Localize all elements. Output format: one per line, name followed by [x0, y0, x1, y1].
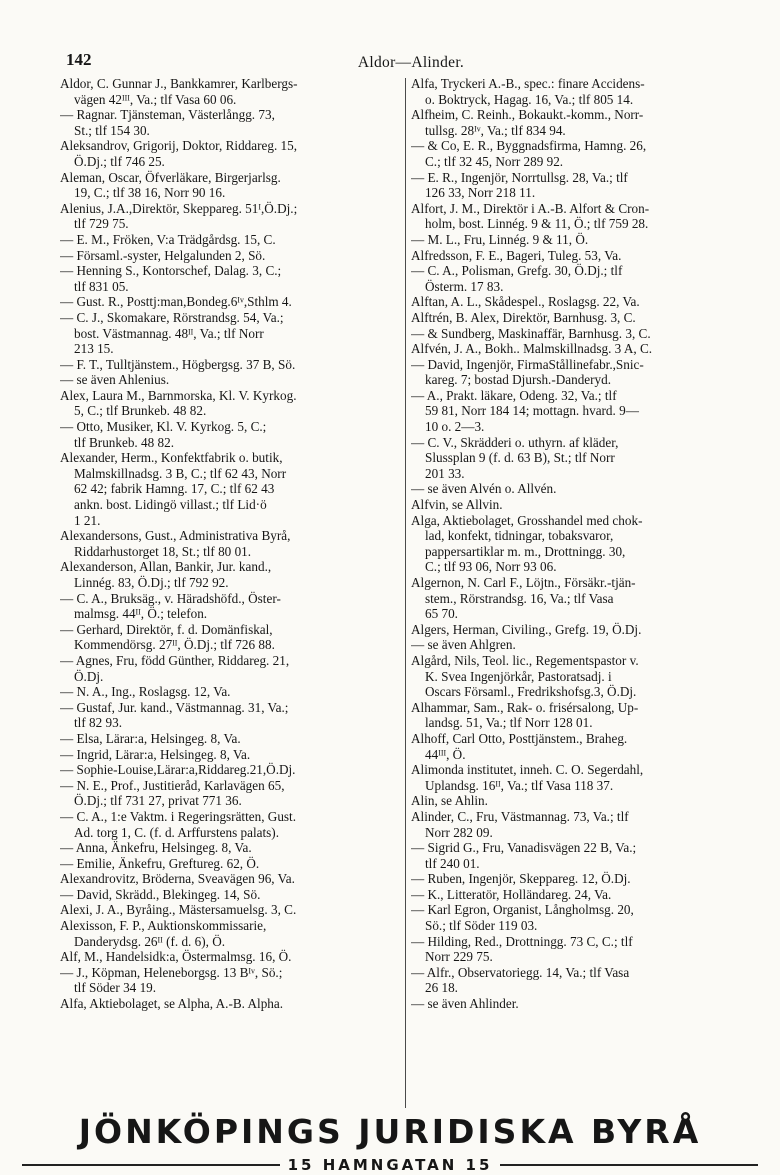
left-column	[60, 76, 402, 1012]
entry-line: Alftrén, B. Alex, Direktör, Barnhusg. 3, C.	[411, 309, 636, 325]
entry-line: Alex, Laura M., Barnmorska, Kl. V. Kyrkog.	[60, 387, 297, 403]
entry-line: Alfa, Aktiebolaget, se Alpha, A.-B. Alpha.	[60, 996, 284, 1012]
entry-line: Alfvén, J. A., Bokh.. Malmskillnadsg. 3 A, C.	[411, 341, 653, 357]
entry-continuation-line: landsg. 51, Va.; tlf Norr 128 01.	[425, 715, 593, 731]
entry-line: — Karl Egron, Organist, Långholmsg. 20,	[411, 902, 634, 918]
entry-line: — C. A., Bruksäg., v. Häradshöfd., Öster-	[60, 590, 281, 606]
entry-continuation-line: Ö.Dj.; tlf 746 25.	[74, 153, 165, 169]
entry-line: — M. L., Fru, Linnég. 9 & 11, Ö.	[411, 231, 589, 247]
entry-line: Alfvin, se Allvin.	[411, 497, 503, 513]
entry-line: — Ingrid, Lärar:a, Helsingeg. 8, Va.	[60, 746, 251, 762]
entry-line: Alexandrovitz, Bröderna, Sveavägen 96, Va.	[60, 871, 295, 887]
entry-continuation-line: 26 18.	[425, 980, 458, 996]
entry-continuation-line: Sö.; tlf Söder 119 03.	[425, 918, 538, 934]
entry-line: — & Sundberg, Maskinaffär, Barnhusg. 3, C.	[411, 325, 651, 341]
entry-line: Alexandersons, Gust., Administrativa Byrå,	[60, 528, 291, 544]
entry-continuation-line: Oscars Församl., Fredrikshofsg.3, Ö.Dj.	[425, 684, 637, 700]
entry-continuation-line: 59 81, Norr 184 14; mottagn. hvard. 9—	[425, 403, 639, 419]
entry-line: — se även Ahlenius.	[60, 372, 170, 388]
entry-continuation-line: stem., Rörstrandsg. 16, Va.; tlf Vasa	[425, 590, 614, 606]
entry-line: Alexander, Herm., Konfektfabrik o. butik,	[60, 450, 283, 466]
entry-line: — Församl.-syster, Helgalunden 2, Sö.	[60, 247, 266, 263]
entry-continuation-line: 10 o. 2—3.	[425, 419, 485, 435]
entry-continuation-line: lad, konfekt, tidningar, tobaksvaror,	[425, 528, 614, 544]
entry-continuation-line: C.; tlf 32 45, Norr 289 92.	[425, 153, 564, 169]
entry-line: — Gustaf, Jur. kand., Västmannag. 31, Va.;	[60, 699, 289, 715]
entry-line: — se även Alvén o. Allvén.	[411, 481, 557, 497]
entry-line: — C. V., Skrädderi o. uthyrn. af kläder,	[411, 434, 619, 450]
entry-line: Alga, Aktiebolaget, Grosshandel med chok-	[411, 512, 643, 528]
entry-line: Alinder, C., Fru, Västmannag. 73, Va.; tlf	[411, 808, 629, 824]
entry-line: — Otto, Musiker, Kl. V. Kyrkog. 5, C.;	[60, 419, 267, 435]
entry-continuation-line: Linnég. 83, Ö.Dj.; tlf 792 92.	[74, 575, 229, 590]
right-column	[411, 76, 763, 1012]
entry-continuation-line: C.; tlf 93 06, Norr 93 06.	[425, 559, 557, 575]
entry-line: — Agnes, Fru, född Günther, Riddareg. 21,	[60, 652, 290, 668]
entry-line: — E. M., Fröken, V:a Trädgårdsg. 15, C.	[60, 231, 276, 247]
entry-line: Alimonda institutet, inneh. C. O. Segerdahl,	[411, 762, 644, 778]
entry-line: — Ruben, Ingenjör, Skeppareg. 12, Ö.Dj.	[411, 871, 631, 887]
entry-continuation-line: Ad. torg 1, C. (f. d. Arffurstens palats).	[74, 824, 279, 840]
entry-line: Aldor, C. Gunnar J., Bankkamrer, Karlbergs-	[60, 76, 298, 91]
footer-address-row	[22, 1156, 758, 1174]
entry-line: Algård, Nils, Teol. lic., Regementspastor v.	[411, 652, 639, 668]
entry-line: Alfort, J. M., Direktör i A.-B. Alfort & Cron-	[411, 200, 650, 216]
entry-line: Algers, Herman, Civiling., Grefg. 19, Ö.Dj.	[411, 621, 642, 637]
column-divider	[405, 78, 406, 1108]
running-head: Aldor—Alinder.	[357, 54, 465, 71]
entry-line: — N. A., Ing., Roslagsg. 12, Va.	[60, 684, 231, 700]
advertisement-footer	[22, 1112, 758, 1174]
entry-continuation-line: o. Boktryck, Hagag. 16, Va.; tlf 805 14.	[425, 91, 634, 107]
entry-line: — K., Litteratör, Holländareg. 24, Va.	[411, 886, 612, 902]
entry-line: Aleksandrov, Grigorij, Doktor, Riddareg. 15,	[60, 138, 298, 154]
entry-continuation-line: tlf 240 01.	[425, 855, 480, 871]
entry-continuation-line: 201 33.	[425, 465, 465, 481]
entry-continuation-line: Kommendörsg. 27ᴵᴵ, Ö.Dj.; tlf 726 88.	[74, 637, 275, 653]
entry-line: Alftan, A. L., Skådespel., Roslagsg. 22, Va.	[411, 294, 640, 310]
entry-continuation-line: 213 15.	[74, 341, 114, 357]
entry-continuation-line: Ö.Dj.	[74, 668, 104, 684]
entry-line: — David, Skrädd., Blekingeg. 14, Sö.	[60, 886, 261, 902]
entry-line: — C. A., Polisman, Grefg. 30, Ö.Dj.; tlf	[411, 263, 623, 279]
entry-continuation-line: malmsg. 44ᴵᴵ, Ö.; telefon.	[74, 606, 208, 622]
entry-line: — Alfr., Observatoriegg. 14, Va.; tlf Vasa	[411, 964, 630, 980]
entry-continuation-line: tlf 729 75.	[74, 216, 129, 232]
entry-continuation-line: vägen 42ᴵᴵᴵ, Va.; tlf Vasa 60 06.	[74, 91, 237, 107]
entry-line: — A., Prakt. läkare, Odeng. 32, Va.; tlf	[411, 387, 617, 403]
page-header	[66, 50, 756, 74]
entry-continuation-line: Riddarhustorget 18, St.; tlf 80 01.	[74, 543, 252, 559]
entry-continuation-line: 1 21.	[74, 512, 101, 528]
entry-line: Alenius, J.A.,Direktör, Skeppareg. 51ᴵ,Ö.Dj.;	[60, 200, 298, 216]
entry-line: — se även Ahlgren.	[411, 637, 516, 653]
entry-line: — se även Ahlinder.	[411, 996, 519, 1012]
page-number: 142	[66, 50, 92, 69]
entry-line: Alexisson, F. P., Auktionskommissarie,	[60, 918, 267, 934]
entry-line: — Henning S., Kontorschef, Dalag. 3, C.;	[60, 263, 282, 279]
entry-continuation-line: 5, C.; tlf Brunkeb. 48 82.	[74, 403, 207, 419]
entry-line: — Gerhard, Direktör, f. d. Domänfiskal,	[60, 621, 273, 637]
entry-continuation-line: tullsg. 28ᴵᵛ, Va.; tlf 834 94.	[425, 122, 566, 138]
entry-line: Alexi, J. A., Byråing., Mästersamuelsg. 3, C.	[60, 902, 297, 918]
entry-line: — Emilie, Änkefru, Greftureg. 62, Ö.	[60, 855, 260, 871]
entry-continuation-line: Malmskillnadsg. 3 B, C.; tlf 62 43, Norr	[74, 465, 287, 481]
entry-line: Alfa, Tryckeri A.-B., spec.: finare Accidens-	[411, 76, 645, 91]
entry-line: Alhoff, Carl Otto, Posttjänstem., Braheg.	[411, 730, 628, 746]
entry-line: — Sigrid G., Fru, Vanadisvägen 22 B, Va.;	[411, 840, 637, 856]
entry-continuation-line: Danderydsg. 26ᴵᴵ (f. d. 6), Ö.	[74, 933, 226, 949]
entry-continuation-line: K. Svea Ingenjörkår, Pastoratsadj. i	[425, 668, 612, 684]
entry-line: — F. T., Tulltjänstem., Högbergsg. 37 B, Sö.	[60, 356, 296, 372]
entry-line: Alin, se Ahlin.	[411, 793, 488, 809]
entry-line: Aleman, Oscar, Öfverläkare, Birgerjarlsg.	[60, 169, 281, 185]
entry-line: Alexanderson, Allan, Bankir, Jur. kand.,	[60, 559, 272, 575]
entry-line: Algernon, N. Carl F., Löjtn., Försäkr.-tjän-	[411, 575, 636, 590]
entry-continuation-line: pappersartiklar m. m., Drottningg. 30,	[425, 543, 626, 559]
entry-continuation-line: 65 70.	[425, 606, 458, 622]
footer-rule-right	[500, 1164, 758, 1166]
entry-line: Alfheim, C. Reinh., Bokaukt.-komm., Norr-	[411, 107, 644, 123]
entry-continuation-line: Ö.Dj.; tlf 731 27, privat 771 36.	[74, 793, 242, 809]
entry-line: — Hilding, Red., Drottningg. 73 C, C.; tlf	[411, 933, 633, 949]
entry-continuation-line: tlf Brunkeb. 48 82.	[74, 434, 174, 450]
entry-continuation-line: 126 33, Norr 218 11.	[425, 185, 536, 201]
entry-line: — Ragnar. Tjänsteman, Västerlångg. 73,	[60, 107, 275, 123]
entry-line: — C. J., Skomakare, Rörstrandsg. 54, Va.;	[60, 309, 284, 325]
entry-line: — C. A., 1:e Vaktm. i Regeringsrätten, Gust.	[60, 808, 297, 824]
footer-rule-left	[22, 1164, 280, 1166]
entry-line: Alhammar, Sam., Rak- o. frisérsalong, Up-	[411, 699, 639, 715]
entry-continuation-line: 44ᴵᴵᴵ, Ö.	[425, 746, 466, 762]
entry-line: — Elsa, Lärar:a, Helsingeg. 8, Va.	[60, 730, 241, 746]
entry-continuation-line: tlf 82 93.	[74, 715, 122, 731]
entry-continuation-line: tlf Söder 34 19.	[74, 980, 157, 996]
entry-continuation-line: Norr 229 75.	[425, 949, 493, 965]
entry-continuation-line: Slussplan 9 (f. d. 63 B), St.; tlf Norr	[425, 450, 615, 466]
entry-line: Alfredsson, F. E., Bageri, Tuleg. 53, Va.	[411, 247, 622, 263]
entry-line: — J., Köpman, Heleneborgsg. 13 Bᴵᵛ, Sö.;	[60, 964, 283, 980]
entry-continuation-line: Norr 282 09.	[425, 824, 493, 840]
entry-line: — Gust. R., Posttj:man,Bondeg.6ᴵᵛ,Sthlm 4.	[60, 294, 292, 310]
entry-continuation-line: tlf 831 05.	[74, 278, 129, 294]
entry-line: — David, Ingenjör, FirmaStållinefabr.,Snic-	[411, 356, 644, 372]
entry-continuation-line: kareg. 7; bostad Djursh.-Danderyd.	[425, 372, 612, 388]
entry-line: — E. R., Ingenjör, Norrtullsg. 28, Va.; tlf	[411, 169, 628, 185]
entry-continuation-line: 19, C.; tlf 38 16, Norr 90 16.	[74, 185, 226, 201]
entry-continuation-line: Österm. 17 83.	[425, 278, 504, 294]
entry-line: — & Co, E. R., Byggnadsfirma, Hamng. 26,	[411, 138, 647, 154]
entry-line: — N. E., Prof., Justitieråd, Karlavägen 65,	[60, 777, 285, 793]
footer-title: JÖNKÖPINGS JURIDISKA BYRÅ	[78, 1112, 702, 1151]
entry-continuation-line: holm, bost. Linnég. 9 & 11, Ö.; tlf 759 28.	[425, 216, 649, 232]
entry-continuation-line: 62 42; fabrik Hamng. 17, C.; tlf 62 43	[74, 481, 275, 497]
entry-line: — Sophie-Louise,Lärar:a,Riddareg.21,Ö.Dj.	[60, 762, 296, 778]
entry-line: — Anna, Änkefru, Helsingeg. 8, Va.	[60, 840, 252, 856]
entry-continuation-line: ankn. bost. Lidingö villast.; tlf Lid·ö	[74, 497, 267, 513]
entry-line: Alf, M., Handelsidk:a, Östermalmsg. 16, Ö.	[60, 949, 292, 965]
entry-continuation-line: bost. Västmannag. 48ᴵᴵ, Va.; tlf Norr	[74, 325, 264, 341]
footer-address: 15 HAMNGATAN 15	[287, 1156, 493, 1174]
entry-continuation-line: St.; tlf 154 30.	[74, 122, 150, 138]
entry-continuation-line: Uplandsg. 16ᴵᴵ, Va.; tlf Vasa 118 37.	[425, 777, 614, 793]
